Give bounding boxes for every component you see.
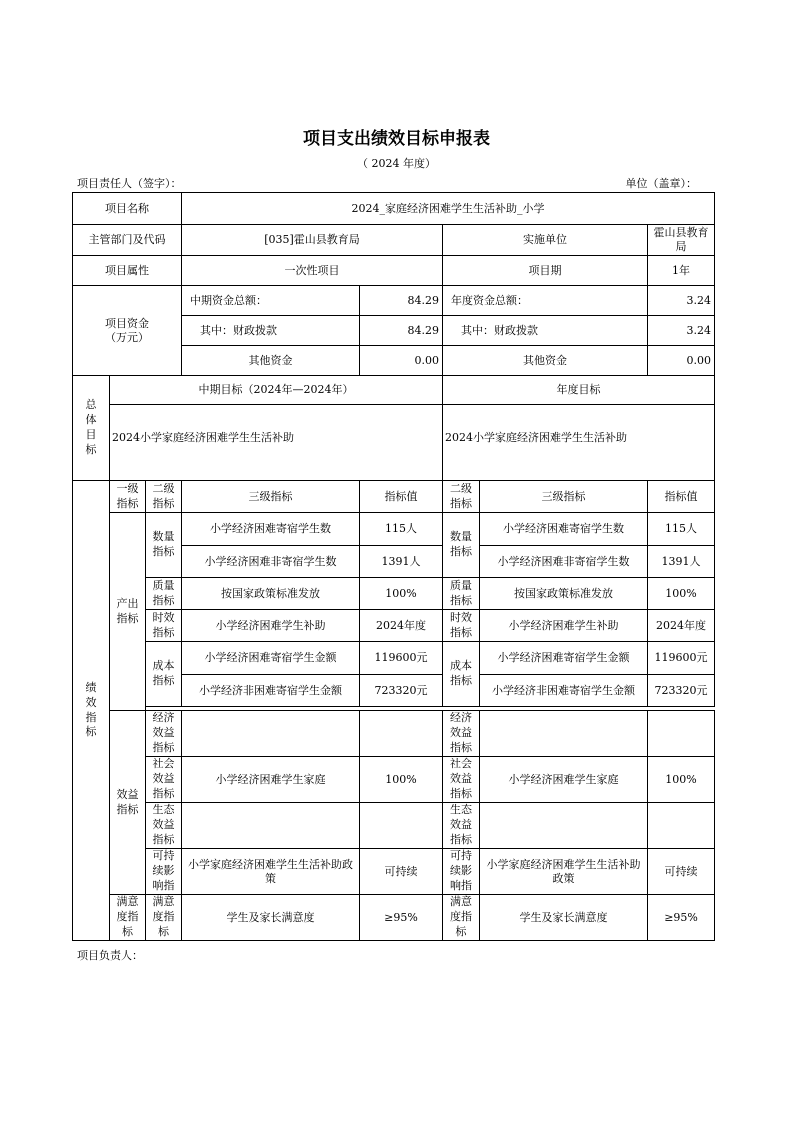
quality-label-mid <box>146 578 182 610</box>
document-title: 项目支出绩效目标申报表 <box>303 129 490 149</box>
q1-name-mid: 小学经济困难寄宿学生数 <box>182 513 360 546</box>
row-sustainability <box>73 849 715 895</box>
ecological-label-mid <box>146 803 182 849</box>
satisfaction-level1-label-text: 满意度指标 <box>116 895 139 938</box>
dept-value: [035]霍山县教育局 <box>182 225 443 256</box>
mid-fiscal-value: 84.29 <box>360 316 443 346</box>
ecological-label-year-text: 生态效益指标 <box>450 803 473 846</box>
mid-goal-header: 中期目标（2024年—2024年） <box>110 376 443 405</box>
level2-header-year <box>443 481 480 513</box>
social-value-mid: 100% <box>360 757 443 803</box>
row-timeliness <box>73 610 715 642</box>
mid-total-label: 中期资金总额： <box>182 286 360 316</box>
mid-goal-text: 2024小学家庭经济困难学生生活补助 <box>110 405 443 481</box>
ecological-value-mid <box>360 803 443 849</box>
impl-unit-label: 实施单位 <box>443 225 648 256</box>
economic-value-mid <box>360 711 443 757</box>
row-ecological <box>73 803 715 849</box>
satisfaction-name-mid: 学生及家长满意度 <box>182 895 360 941</box>
q1-value-mid: 115人 <box>360 513 443 546</box>
economic-name-year <box>480 711 648 757</box>
level3-header-year: 三级指标 <box>480 481 648 513</box>
quality-label-year <box>443 578 480 610</box>
ecological-label-mid-text: 生态效益指标 <box>152 803 175 846</box>
level1-header <box>110 481 146 513</box>
satisfaction-value-mid: ≥95% <box>360 895 443 941</box>
year-fiscal-value: 3.24 <box>648 316 715 346</box>
quantity-label-year <box>443 513 480 578</box>
social-name-mid: 小学经济困难学生家庭 <box>182 757 360 803</box>
sustain-label-year <box>443 849 480 895</box>
sustain-name-mid: 小学家庭经济困难学生生活补助政策 <box>182 849 360 895</box>
social-label-mid <box>146 757 182 803</box>
row-funds-total <box>73 286 715 316</box>
q2-value-mid: 1391人 <box>360 546 443 578</box>
benefit-indicator-label-text: 效益指标 <box>116 787 139 816</box>
economic-label-year-text: 经济效益指标 <box>450 711 473 754</box>
level3-header-mid: 三级指标 <box>182 481 360 513</box>
satisfaction-label-year-text: 满意度指标 <box>450 895 473 938</box>
satisfaction-name-year: 学生及家长满意度 <box>480 895 648 941</box>
output-indicator-label <box>110 513 146 711</box>
output-indicator-label-text: 产出指标 <box>116 596 139 625</box>
benefit-indicator-label <box>110 711 146 895</box>
ecological-value-year <box>648 803 715 849</box>
quality-value-mid: 100% <box>360 578 443 610</box>
ecological-name-mid <box>182 803 360 849</box>
satisfaction-label-mid <box>146 895 182 941</box>
cost1-value-year: 119600元 <box>648 642 715 675</box>
cost1-name-mid: 小学经济困难寄宿学生金额 <box>182 642 360 675</box>
mid-total-value: 84.29 <box>360 286 443 316</box>
q2-name-mid: 小学经济困难非寄宿学生数 <box>182 546 360 578</box>
sustain-label-mid <box>146 849 182 895</box>
overall-goal-label-text: 总体目标 <box>85 398 97 456</box>
sustain-name-year: 小学家庭经济困难学生生活补助政策 <box>480 849 648 895</box>
year-line: （ 2024 年度） <box>357 157 436 170</box>
cost1-name-year: 小学经济困难寄宿学生金额 <box>480 642 648 675</box>
project-name-label: 项目名称 <box>73 193 182 225</box>
project-leader-label: 项目负责人： <box>77 949 143 962</box>
social-label-year-text: 社会效益指标 <box>450 757 473 800</box>
quality-label-mid-text: 质量指标 <box>152 578 175 607</box>
row-indicator-header <box>73 481 715 513</box>
level2-header-mid <box>146 481 182 513</box>
row-goals-content <box>73 405 715 481</box>
cost-label-year-text: 成本指标 <box>450 659 473 687</box>
ecological-name-year <box>480 803 648 849</box>
row-satisfaction <box>73 895 715 941</box>
satisfaction-label-mid-text: 满意度指标 <box>152 895 175 938</box>
year-other-value: 0.00 <box>648 346 715 376</box>
year-fiscal-label: 其中：财政拨款 <box>443 316 648 346</box>
social-label-mid-text: 社会效益指标 <box>152 757 175 800</box>
time-name-mid: 小学经济困难学生补助 <box>182 610 360 642</box>
row-cost-1 <box>73 642 715 675</box>
satisfaction-value-year: ≥95% <box>648 895 715 941</box>
performance-goal-table <box>72 192 715 941</box>
cost1-value-mid: 119600元 <box>360 642 443 675</box>
cost-label-mid <box>146 642 182 707</box>
time-name-year: 小学经济困难学生补助 <box>480 610 648 642</box>
performance-indicator-label-text: 绩效指标 <box>85 680 97 739</box>
q2-name-year: 小学经济困难非寄宿学生数 <box>480 546 648 578</box>
q1-name-year: 小学经济困难寄宿学生数 <box>480 513 648 546</box>
cost2-value-mid: 723320元 <box>360 675 443 707</box>
attr-value: 一次性项目 <box>182 256 443 286</box>
value-header-mid: 指标值 <box>360 481 443 513</box>
year-goal-text: 2024小学家庭经济困难学生生活补助 <box>443 405 715 481</box>
time-label-year-text: 时效指标 <box>450 610 473 639</box>
row-quality <box>73 578 715 610</box>
sustain-value-mid: 可持续 <box>360 849 443 895</box>
ecological-label-year <box>443 803 480 849</box>
sustain-label-mid-text: 可持续影响指 <box>152 849 175 892</box>
q1-value-year: 115人 <box>648 513 715 546</box>
row-social <box>73 757 715 803</box>
performance-indicator-label <box>73 481 110 941</box>
row-department <box>73 225 715 256</box>
project-name-value: 2024_家庭经济困难学生生活补助_小学 <box>182 193 715 225</box>
row-economic <box>73 711 715 757</box>
economic-name-mid <box>182 711 360 757</box>
q2-value-year: 1391人 <box>648 546 715 578</box>
dept-label: 主管部门及代码 <box>73 225 182 256</box>
unit-seal-label: 单位（盖章）： <box>625 177 697 190</box>
funds-label-text: 项目资金（万元） <box>105 316 149 344</box>
time-value-year: 2024年度 <box>648 610 715 642</box>
year-total-value: 3.24 <box>648 286 715 316</box>
overall-goal-label <box>73 376 110 481</box>
economic-label-mid-text: 经济效益指标 <box>152 711 175 754</box>
value-header-year: 指标值 <box>648 481 715 513</box>
period-value: 1年 <box>648 256 715 286</box>
cost2-name-mid: 小学经济非困难寄宿学生金额 <box>182 675 360 707</box>
period-label: 项目期 <box>443 256 648 286</box>
economic-label-year <box>443 711 480 757</box>
cost-label-year <box>443 642 480 707</box>
row-quantity-1 <box>73 513 715 546</box>
time-label-mid-text: 时效指标 <box>152 610 175 639</box>
responsible-signature-label: 项目责任人（签字）： <box>77 177 182 190</box>
quality-value-year: 100% <box>648 578 715 610</box>
mid-other-value: 0.00 <box>360 346 443 376</box>
row-attribute <box>73 256 715 286</box>
sustain-value-year: 可持续 <box>648 849 715 895</box>
quality-name-mid: 按国家政策标准发放 <box>182 578 360 610</box>
sustain-label-year-text: 可持续影响指 <box>450 849 473 892</box>
year-total-label: 年度资金总额： <box>443 286 648 316</box>
row-project-name <box>73 193 715 225</box>
economic-value-year <box>648 711 715 757</box>
social-name-year: 小学经济困难学生家庭 <box>480 757 648 803</box>
quantity-label-year-text: 数量指标 <box>450 530 473 558</box>
time-label-year <box>443 610 480 642</box>
quality-name-year: 按国家政策标准发放 <box>480 578 648 610</box>
satisfaction-level1-label <box>110 895 146 941</box>
level2-header-year-text: 二级指标 <box>450 481 473 510</box>
year-goal-header: 年度目标 <box>443 376 715 405</box>
impl-unit-value: 霍山县教育局 <box>648 225 715 256</box>
row-goals-header <box>73 376 715 405</box>
year-other-label: 其他资金 <box>443 346 648 376</box>
quantity-label-mid <box>146 513 182 578</box>
time-label-mid <box>146 610 182 642</box>
cost-label-mid-text: 成本指标 <box>152 659 175 687</box>
mid-fiscal-label: 其中：财政拨款 <box>182 316 360 346</box>
level2-header-mid-text: 二级指标 <box>152 481 175 510</box>
mid-other-label: 其他资金 <box>182 346 360 376</box>
cost2-value-year: 723320元 <box>648 675 715 707</box>
attr-label: 项目属性 <box>73 256 182 286</box>
funds-label <box>73 286 182 376</box>
satisfaction-label-year <box>443 895 480 941</box>
quality-label-year-text: 质量指标 <box>450 578 473 607</box>
social-value-year: 100% <box>648 757 715 803</box>
economic-label-mid <box>146 711 182 757</box>
time-value-mid: 2024年度 <box>360 610 443 642</box>
level1-header-text: 一级指标 <box>116 481 139 510</box>
quantity-label-mid-text: 数量指标 <box>152 530 175 558</box>
cost2-name-year: 小学经济非困难寄宿学生金额 <box>480 675 648 707</box>
social-label-year <box>443 757 480 803</box>
